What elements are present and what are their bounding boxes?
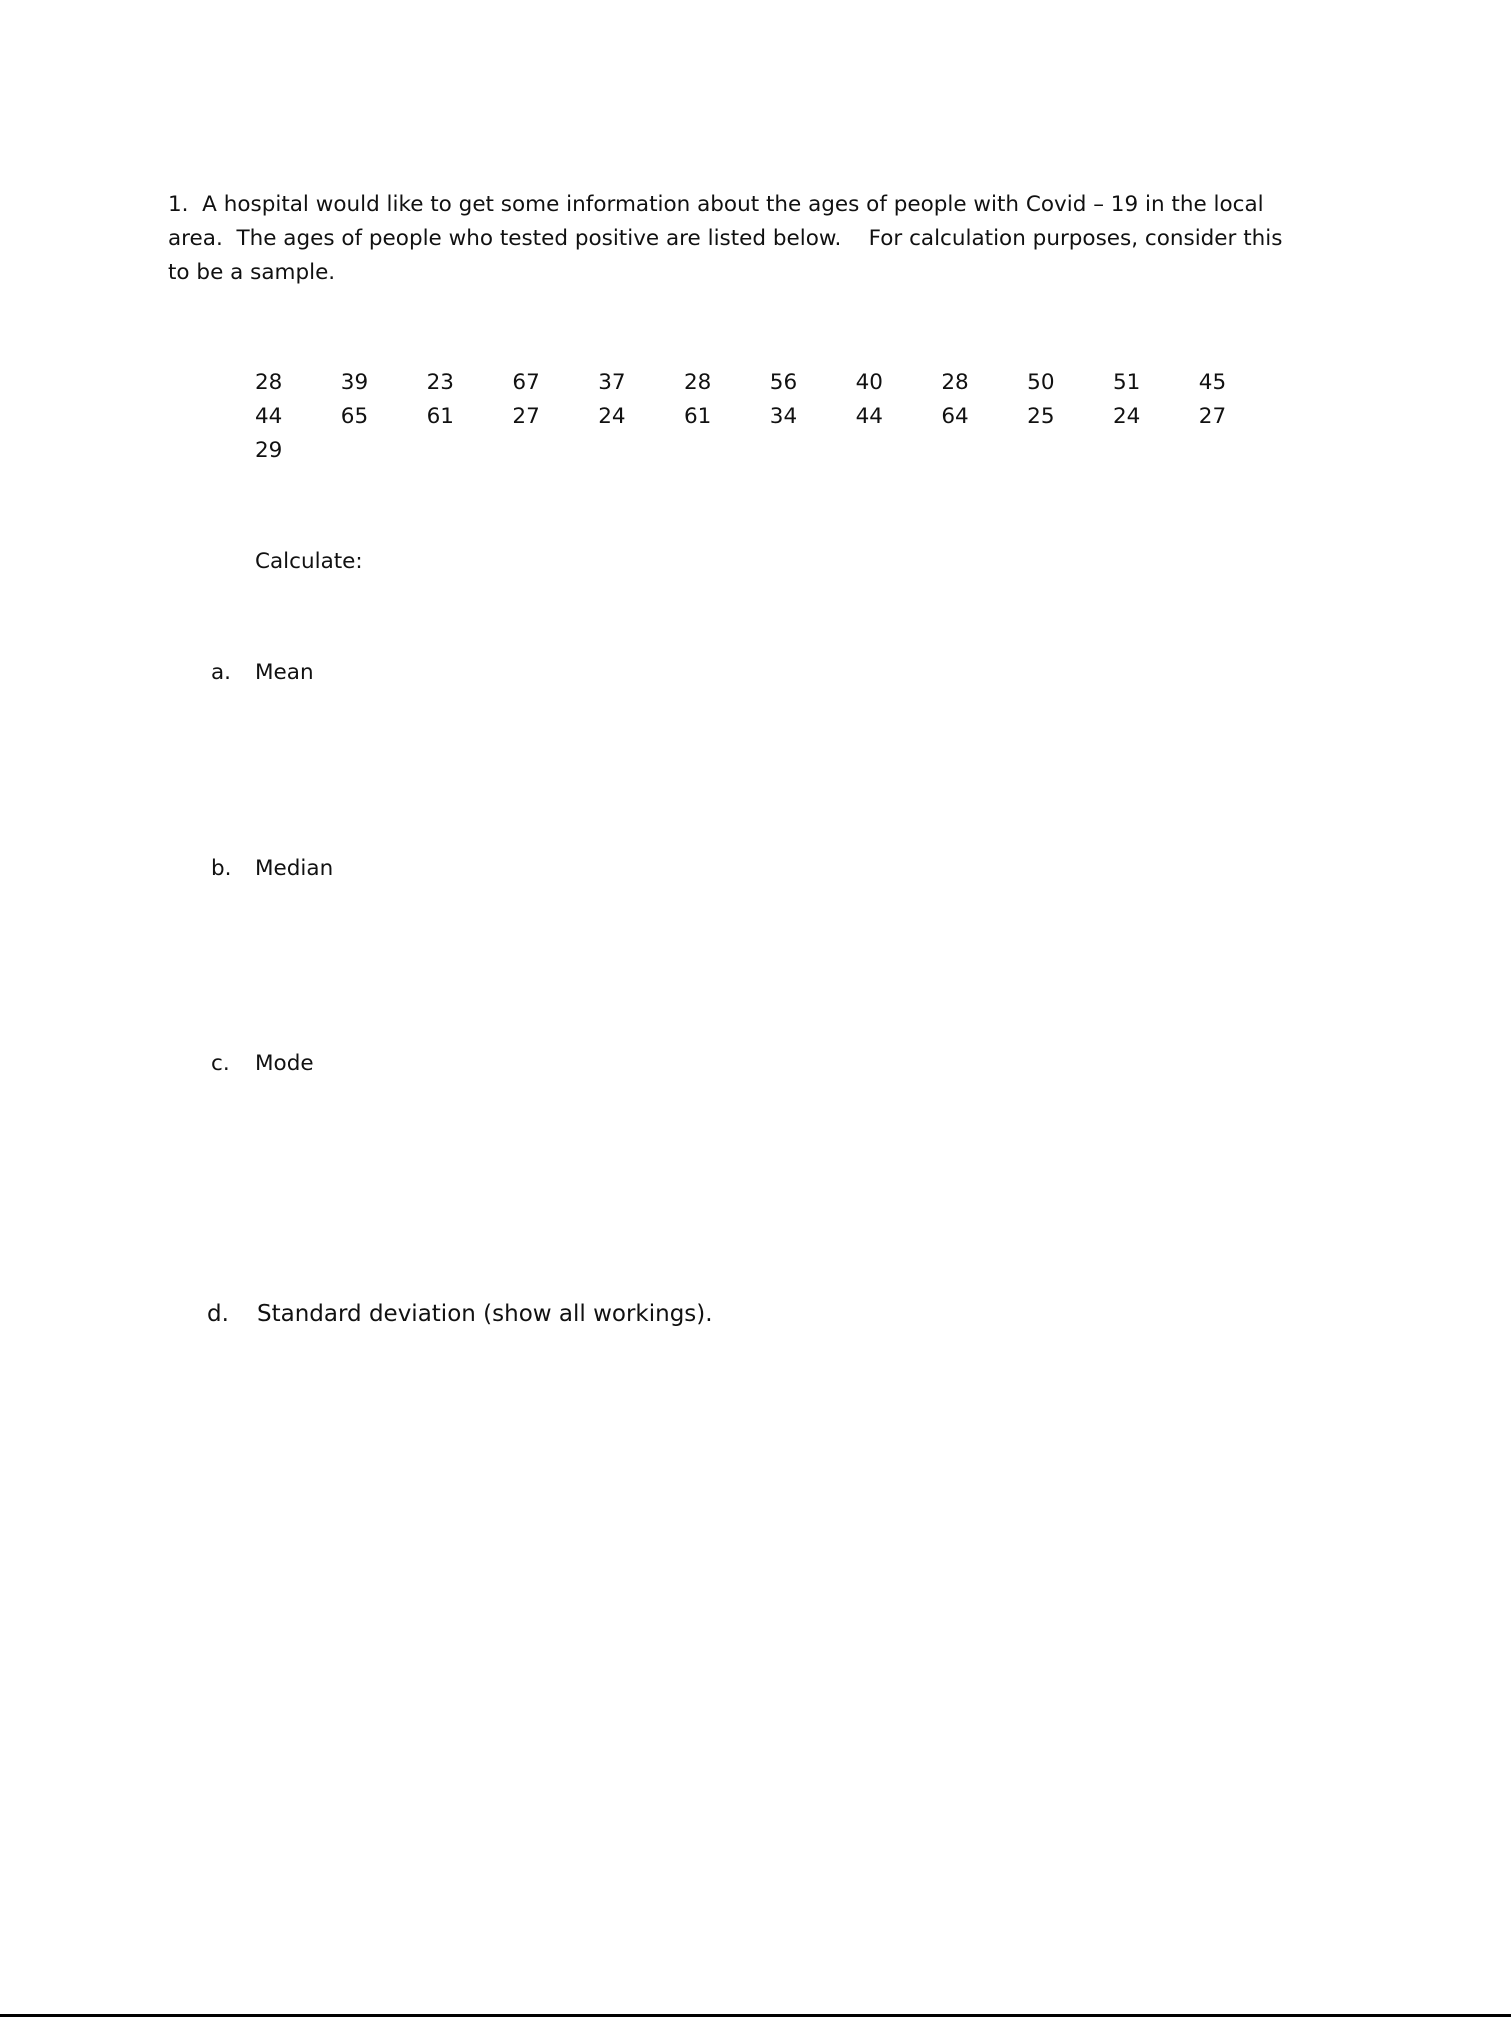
question-line: to be a sample. — [168, 260, 336, 285]
age-value: 64 — [941, 404, 969, 429]
age-value: 39 — [340, 370, 369, 395]
age-value: 67 — [512, 370, 540, 395]
age-value: 34 — [769, 404, 798, 429]
item-letter: d. — [207, 1301, 229, 1327]
age-value: 45 — [1198, 370, 1227, 395]
question-text — [168, 188, 1288, 290]
age-value: 56 — [769, 370, 798, 395]
page-bottom-border — [0, 2014, 1511, 2017]
item-text: Median — [255, 856, 334, 881]
age-value: 61 — [683, 404, 712, 429]
age-value: 28 — [683, 370, 712, 395]
age-value: 51 — [1112, 370, 1141, 395]
item-text: Standard deviation (show all workings). — [257, 1301, 713, 1327]
item-letter: a. — [211, 660, 232, 685]
question-line: 1. A hospital would like to get some information about the ages of people with Covid – 19 in the local — [168, 192, 1264, 217]
ages-row — [255, 434, 1285, 468]
item-text: Mean — [255, 660, 314, 685]
ages-data-table — [255, 366, 1285, 468]
age-value: 50 — [1027, 370, 1055, 395]
age-value: 23 — [426, 370, 454, 395]
age-value: 44 — [855, 404, 883, 429]
age-value: 27 — [1198, 404, 1227, 429]
age-value: 40 — [855, 370, 883, 395]
age-value: 24 — [1112, 404, 1141, 429]
calculate-label: Calculate: — [255, 549, 363, 574]
age-value: 28 — [255, 370, 283, 395]
age-value: 61 — [426, 404, 454, 429]
question-line: area. The ages of people who tested positive are listed below. For calculation purposes, consider this — [168, 226, 1283, 251]
age-value: 24 — [598, 404, 626, 429]
age-value: 44 — [255, 404, 283, 429]
age-value: 27 — [512, 404, 540, 429]
item-letter: c. — [211, 1051, 230, 1076]
age-value: 29 — [255, 438, 283, 463]
ages-row — [255, 366, 1285, 400]
item-text: Mode — [255, 1051, 314, 1076]
item-letter: b. — [211, 856, 232, 881]
age-value: 37 — [598, 370, 626, 395]
age-value: 65 — [340, 404, 369, 429]
age-value: 28 — [941, 370, 969, 395]
age-value: 25 — [1027, 404, 1055, 429]
ages-row — [255, 400, 1285, 434]
